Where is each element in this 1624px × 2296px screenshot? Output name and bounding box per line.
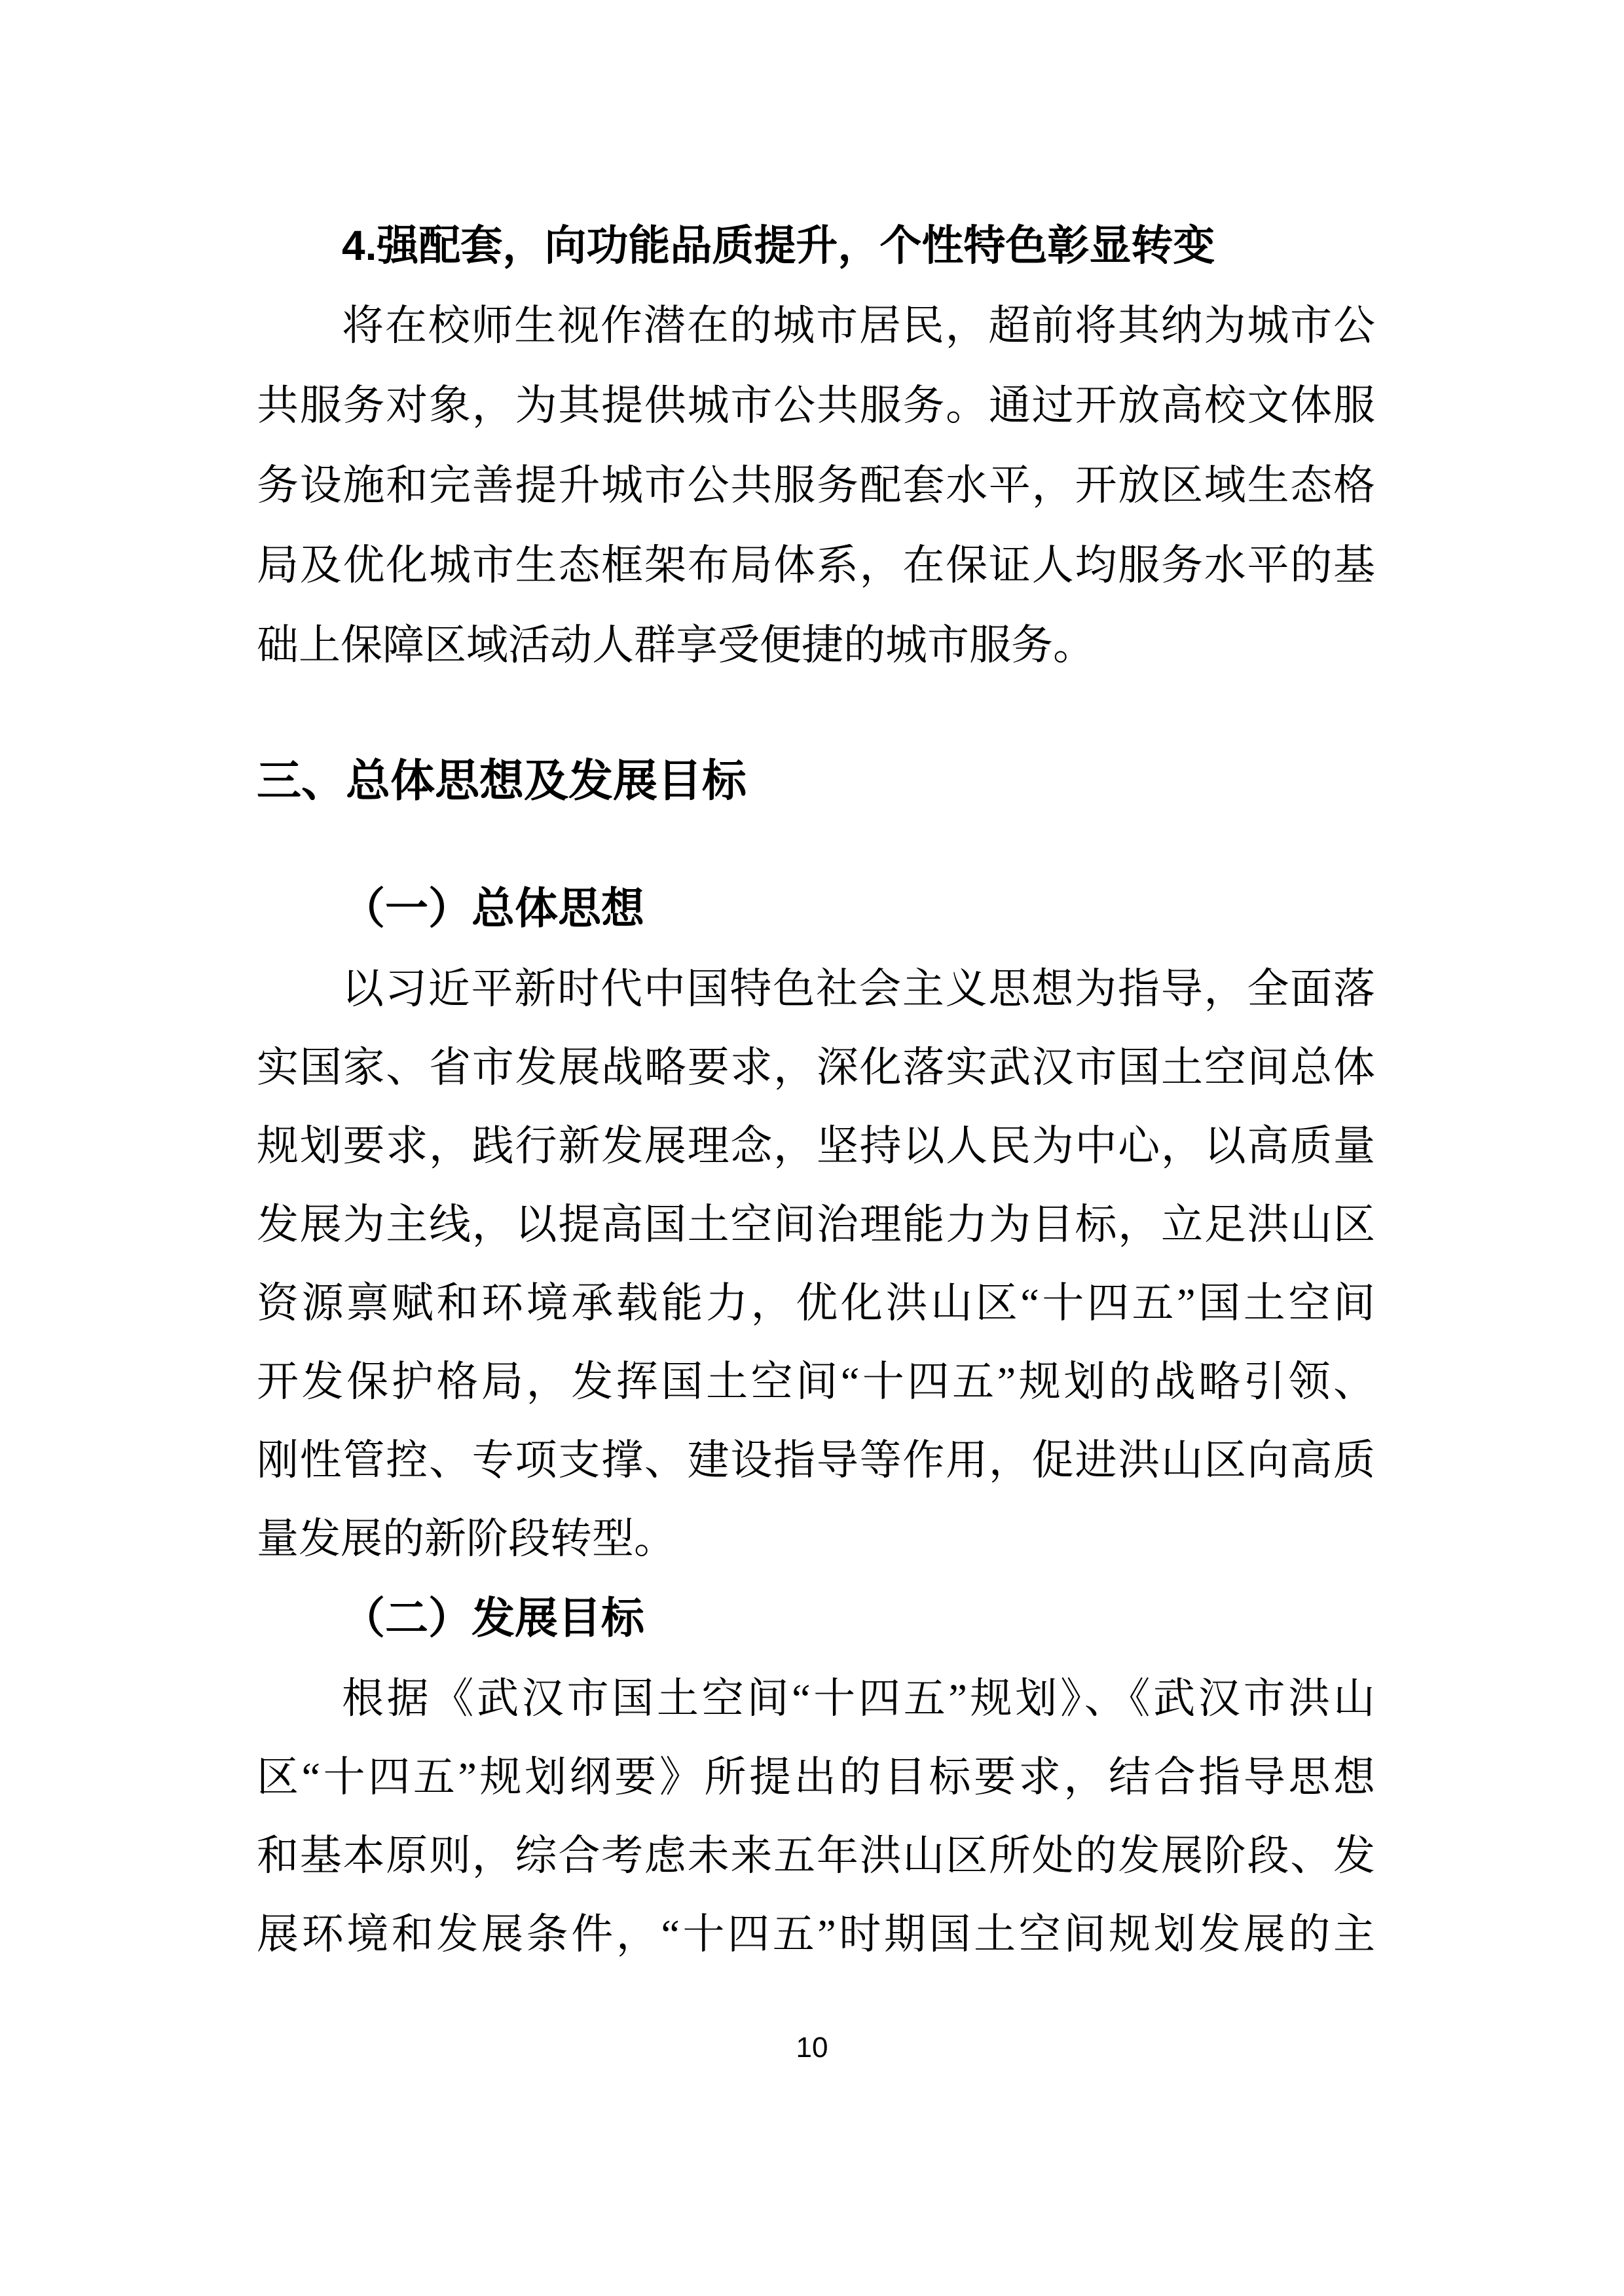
paragraph-line: 和基本原则，综合考虑未来五年洪山区所处的发展阶段、发 [257,1832,1375,1879]
paragraph-line: 共服务对象，为其提供城市公共服务。通过开放高校文体服 [257,382,1375,429]
paragraph-line: 以习近平新时代中国特色社会主义思想为指导，全面落 [342,966,1375,1012]
text-block [257,205,1375,1974]
paragraph-line: 将在校师生视作潜在的城市居民，超前将其纳为城市公 [342,302,1375,349]
paragraph-line: 区“十四五”规划纲要》所提出的目标要求，结合指导思想 [257,1754,1375,1800]
paragraph-line: 量发展的新阶段转型。 [257,1516,676,1562]
paragraph-line: 实国家、省市发展战略要求，深化落实武汉市国土空间总体 [257,1044,1375,1091]
paragraph-line: 规划要求，践行新发展理念，坚持以人民为中心，以高质量 [257,1123,1375,1169]
subsection-2-heading: （二）发展目标 [342,1595,644,1643]
paragraph-line: 局及优化城市生态框架布局体系，在保证人均服务水平的基 [257,542,1375,589]
paragraph-3 [257,1660,1375,1974]
paragraph-line: 展环境和发展条件，“十四五”时期国土空间规划发展的主 [257,1911,1375,1958]
numbered-subheading: 4.强配套，向功能品质提升，个性特色彰显转变 [342,222,1215,269]
paragraph-line: 刚性管控、专项支撑、建设指导等作用，促进洪山区向高质 [257,1437,1375,1484]
paragraph-line: 开发保护格局，发挥国土空间“十四五”规划的战略引领、 [257,1358,1375,1405]
subsection-1-heading: （一）总体思想 [342,885,644,933]
page-number: 10 [796,2032,828,2064]
paragraph-line: 础上保障区域活动人群享受便捷的城市服务。 [257,622,1095,668]
paragraph-line: 资源禀赋和环境承载能力，优化洪山区“十四五”国土空间 [257,1280,1375,1326]
section-heading: 三、总体思想及发展目标 [257,756,747,806]
paragraph-1 [257,286,1375,685]
paragraph-line: 根据《武汉市国土空间“十四五”规划》、《武汉市洪山 [342,1675,1375,1722]
paragraph-line: 务设施和完善提升城市公共服务配套水平，开放区域生态格 [257,462,1375,509]
paragraph-2 [257,950,1375,1578]
paragraph-line: 发展为主线，以提高国土空间治理能力为目标，立足洪山区 [257,1201,1375,1248]
